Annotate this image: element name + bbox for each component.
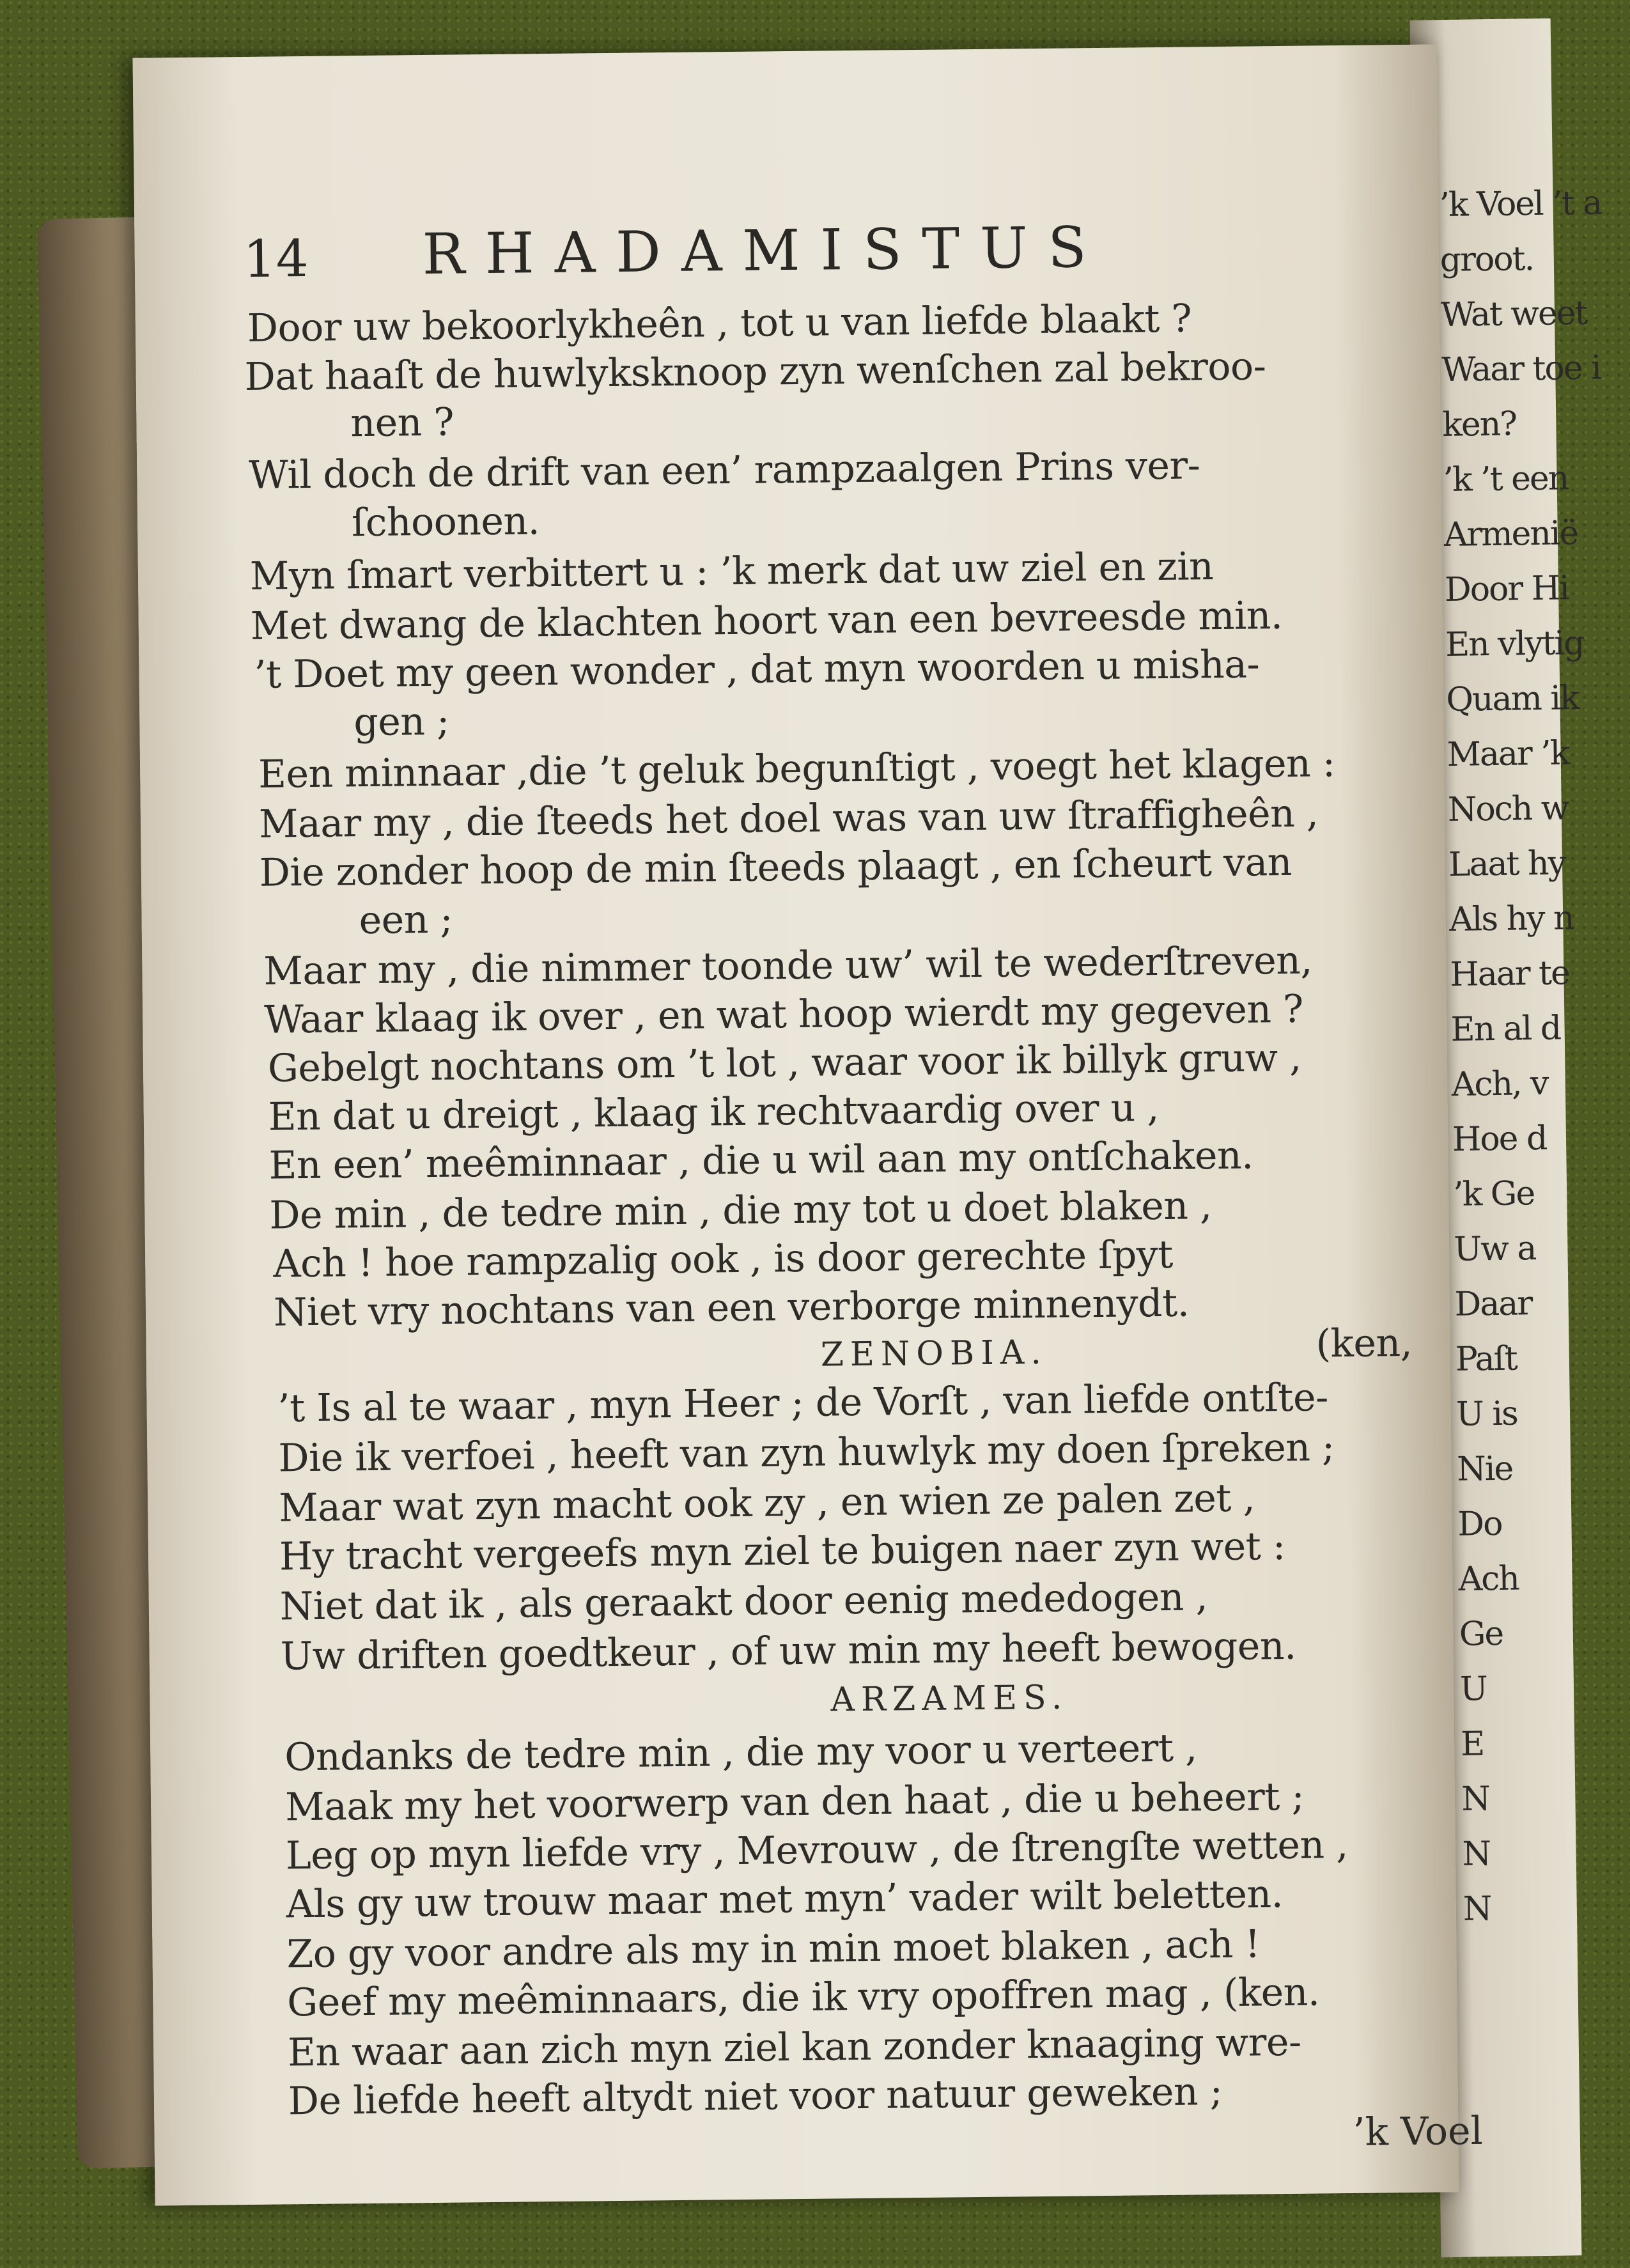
facing-page-fragment: Laat hy: [1448, 844, 1566, 884]
facing-page-fragment: Maar ’k: [1447, 734, 1569, 775]
verse-line: De min , de tedre min , die my tot u doet blaken ,: [269, 1183, 1213, 1238]
running-title: RHADAMISTUS: [422, 214, 1108, 288]
verse-line: Ach ! hoe rampzalig ook , is door gerechte ſpyt: [272, 1232, 1174, 1287]
verse-line: Die zonder hoop de min ſteeds plaagt , en ſcheurt van: [259, 839, 1292, 896]
verse-line: een ;: [359, 897, 453, 944]
verse-line: ’t Is al te waar , myn Heer ; de Vorſt , van liefde ontſte-: [277, 1375, 1329, 1431]
verse-line: ’t Doet my geen wonder , dat myn woorden u misha-: [254, 642, 1260, 697]
facing-page-fragment: En vlytig: [1445, 624, 1584, 665]
verse-line: Wil doch de drift van een’ rampzaalgen Prins ver-: [248, 443, 1200, 498]
page-header: [243, 214, 1298, 306]
facing-page-fragment: N: [1462, 1835, 1491, 1874]
facing-page-fragment: ’k Voel ’t a: [1439, 183, 1602, 225]
facing-page-fragment: ken?: [1442, 405, 1517, 445]
verse-line: En waar aan zich myn ziel kan zonder knaaging wre-: [287, 2019, 1302, 2076]
facing-page-fragment: Ach, v: [1451, 1064, 1548, 1104]
verse-line: Zo gy voor andre als my in min moet blaken , ach !: [286, 1922, 1261, 1977]
verse-line: En een’ meêminnaar , die u wil aan my ontſchaken.: [268, 1133, 1254, 1188]
verse-line: Die ik verfoei , heeft van zyn huwlyk my doen ſpreken ;: [278, 1425, 1335, 1481]
verse-line: Myn ſmart verbittert u : ’k merk dat uw ziel en zin: [249, 544, 1214, 599]
verse-line: Door uw bekoorlykheên , tot u van liefde blaakt ?: [247, 296, 1192, 351]
verse-line: Als gy uw trouw maar met myn’ vader wilt beletten.: [286, 1872, 1284, 1927]
verse-line: Hy tracht vergeefs myn ziel te buigen naer zyn wet :: [279, 1524, 1285, 1580]
book-page: [132, 44, 1484, 2205]
facing-page-fragment: Ach: [1458, 1559, 1519, 1599]
facing-page-fragment: U: [1459, 1670, 1487, 1709]
verse-line: Met dwang de klachten hoort van een bevreesde min.: [250, 593, 1283, 649]
facing-page-fragment: groot.: [1440, 240, 1534, 280]
facing-page-fragment: Noch w: [1447, 789, 1569, 829]
facing-page-fragment: N: [1461, 1780, 1490, 1819]
verse-line: En dat u dreigt , klaag ik rechtvaardig over u ,: [268, 1085, 1160, 1140]
verse-line: Ondanks de tedre min , die my voor u verteert ,: [284, 1725, 1198, 1780]
facing-page-fragment: Uw a: [1454, 1229, 1536, 1269]
facing-page-fragment: Waar toe i: [1441, 348, 1601, 390]
verse-line: Niet dat ik , als geraakt door eenig mededogen ,: [279, 1574, 1208, 1629]
facing-page-fragment: Daar: [1454, 1284, 1532, 1324]
verse-line: Een minnaar ,die ’t geluk begunſtigt , voegt het klagen :: [258, 741, 1335, 797]
verse-line: gen ;: [353, 699, 450, 745]
page-number: 14: [243, 228, 309, 289]
verse-line: Geef my meêminnaars, die ik vry opoffren mag , (ken.: [286, 1969, 1320, 2026]
facing-page-fragment: Hoe d: [1452, 1119, 1547, 1159]
facing-page-fragment: Armenië: [1443, 514, 1578, 555]
speaker-name: ZENOBIA.: [820, 1333, 1048, 1374]
verse-line: Niet vry nochtans van een verborge minnenydt.: [273, 1280, 1190, 1335]
catchword: ’k Voel: [1353, 2108, 1484, 2155]
verse-line: (ken,: [1316, 1320, 1413, 1367]
verse-line: ſchoonen.: [351, 499, 540, 546]
verse-line: nen ?: [350, 400, 454, 446]
facing-page-fragment: Wat weet: [1440, 293, 1587, 335]
verse-line: Uw driften goedtkeur , of uw min my heeft bewogen.: [280, 1623, 1296, 1679]
facing-page-fragment: ’k Ge: [1452, 1174, 1535, 1214]
facing-page-fragment: ’k ’t een: [1443, 459, 1569, 500]
facing-page-fragment: U is: [1455, 1394, 1518, 1434]
verse-line: Maak my het voorwerp van den haat , die u beheert ;: [284, 1774, 1305, 1830]
verse-line: Gebelgt nochtans om ’t lot , waar voor ik billyk gruw ,: [267, 1035, 1302, 1091]
facing-page-fragment: Als hy n: [1448, 899, 1574, 939]
verse-line: Waar klaag ik over , en wat hoop wierdt my gegeven ?: [263, 986, 1304, 1043]
facing-page-fragment: En al d: [1450, 1009, 1561, 1049]
facing-page-fragment: N: [1463, 1890, 1491, 1929]
facing-page-fragment: Nie: [1456, 1449, 1513, 1489]
facing-page-fragment: Do: [1457, 1504, 1502, 1544]
verse-line: Leg op myn liefde vry , Mevrouw , de ſtrengſte wetten ,: [285, 1822, 1349, 1879]
facing-page-fragment: Ge: [1459, 1614, 1503, 1654]
facing-page-fragment: E: [1460, 1725, 1484, 1764]
facing-page-fragment: Door Hi: [1444, 569, 1569, 610]
verse-line: Maar wat zyn macht ook zy , en wien ze palen zet ,: [278, 1475, 1255, 1531]
facing-page-fragment: Quam ik: [1446, 679, 1579, 720]
speaker-name: ARZAMES.: [830, 1678, 1069, 1720]
verse-line: Dat haaſt de huwlyksknoop zyn wenſchen zal bekroo-: [244, 344, 1266, 400]
verse-line: Maar my , die ſteeds het doel was van uw ſtraffigheên ,: [258, 791, 1319, 847]
facing-page-fragment: Haar te: [1450, 954, 1570, 994]
facing-page-fragment: Paſt: [1455, 1339, 1517, 1379]
verse-line: De liefde heeft altydt niet voor natuur geweken ;: [288, 2069, 1223, 2124]
verse-line: Maar my , die nimmer toonde uw’ wil te wederſtreven,: [263, 938, 1313, 994]
